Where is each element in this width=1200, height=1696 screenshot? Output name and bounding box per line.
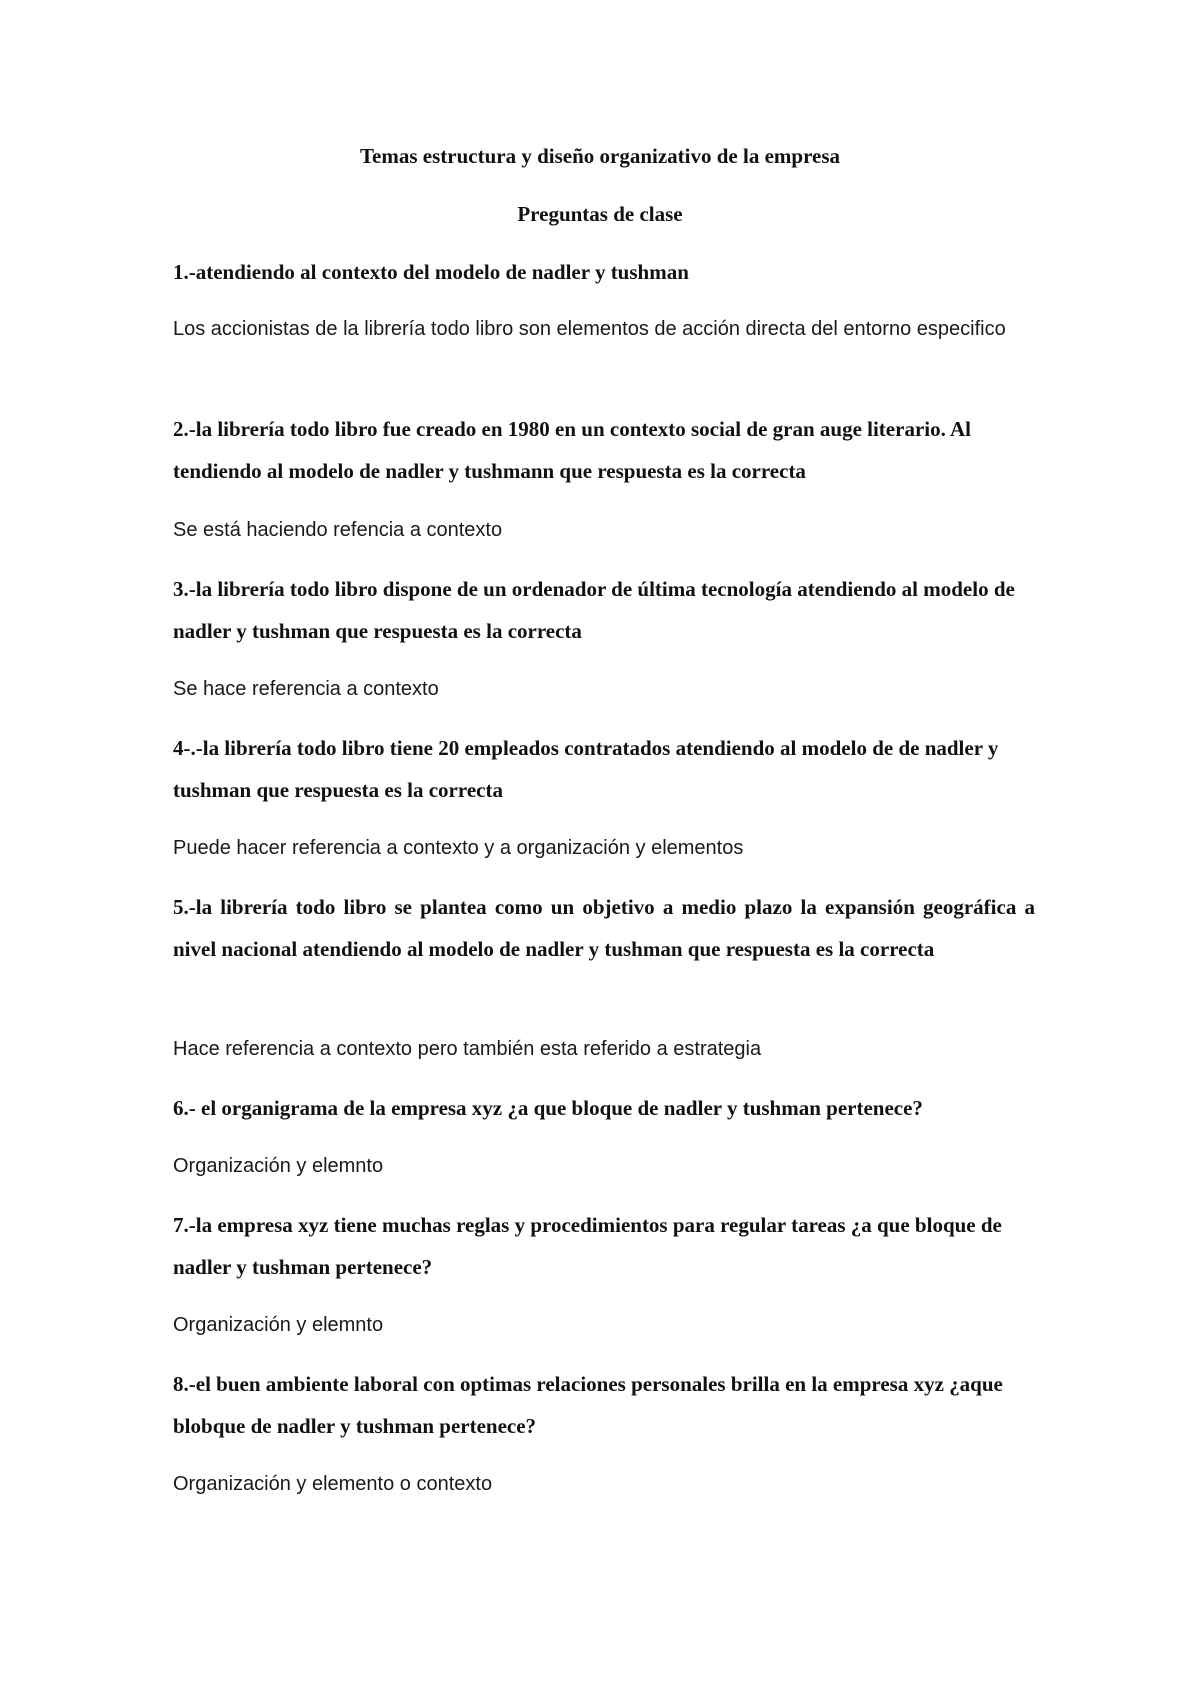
answer-8: Organización y elemento o contexto bbox=[173, 1473, 493, 1495]
document-subtitle: Preguntas de clase bbox=[517, 202, 683, 226]
question-2: 2.-la librería todo libro fue creado en 1980 en un contexto social de gran auge literario. Al tendiendo al modelo de nadler y tushmann que respuesta es la correcta bbox=[173, 417, 971, 483]
question-4: 4-.-la librería todo libro tiene 20 empleados contratados atendiendo al modelo de de nadler y tushman que respuesta es la correcta bbox=[173, 736, 999, 802]
answer-6: Organización y elemnto bbox=[173, 1155, 384, 1177]
question-3: 3.-la librería todo libro dispone de un ordenador de última tecnología atendiendo al modelo de nadler y tushman que respuesta es la correcta bbox=[173, 577, 1015, 643]
question-6: 6.- el organigrama de la empresa xyz ¿a que bloque de nadler y tushman pertenece? bbox=[173, 1096, 923, 1120]
document-title: Temas estructura y diseño organizativo de la empresa bbox=[359, 144, 841, 168]
question-1: 1.-atendiendo al contexto del modelo de nadler y tushman bbox=[173, 260, 689, 284]
answer-7: Organización y elemnto bbox=[173, 1314, 384, 1336]
answer-4: Puede hacer referencia a contexto y a organización y elementos bbox=[173, 837, 744, 859]
answer-2-text: Se está haciendo refencia a contexto bbox=[173, 519, 503, 541]
question-7: 7.-la empresa xyz tiene muchas reglas y procedimientos para regular tareas ¿a que bloque de nadler y tushman pertenece? bbox=[173, 1213, 1002, 1279]
question-8: 8.-el buen ambiente laboral con optimas relaciones personales brilla en la empresa xyz ¿aque blobque de nadler y tushman pertenece? bbox=[173, 1372, 1003, 1438]
answer-5: Hace referencia a contexto pero también esta referido a estrategia bbox=[173, 1038, 762, 1060]
question-5: 5.-la librería todo libro se plantea como un objetivo a medio plazo la expansión geográfica a nivel nacional atendiendo al modelo de nadler y tushman que respuesta es la correcta bbox=[173, 895, 1035, 961]
answer-3: Se hace referencia a contexto bbox=[173, 678, 439, 700]
answer-1: Los accionistas de la librería todo libro son elementos de acción directa del entorno especifico bbox=[173, 318, 1006, 340]
